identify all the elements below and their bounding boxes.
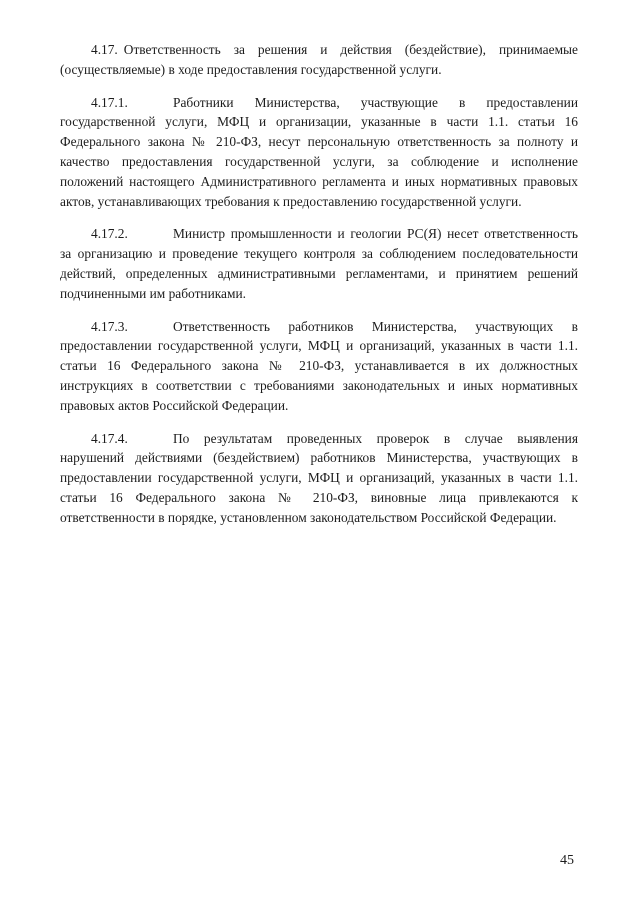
- paragraph-number: 4.17.3.: [91, 318, 128, 334]
- paragraph-number: 4.17.1.: [91, 94, 128, 110]
- paragraph-number: 4.17.: [91, 42, 118, 57]
- paragraph-text: По результатам проведенных проверок в случае выявления нарушений действиями (бездействием) работников Министерства, участвующих в предоставлении государственной услуги, МФЦ и организаций, указанных в части 1.1. статьи 16 Федерального закона № 210-ФЗ, виновные лица привлекаются к ответственности в порядке, установленном законодательством Российской Федерации.: [60, 430, 578, 525]
- page-number: 45: [560, 853, 574, 868]
- document-page: [60, 40, 578, 541]
- paragraph-4-17-3: [60, 317, 578, 416]
- paragraph-number: 4.17.4.: [91, 430, 128, 446]
- paragraph-4-17-2: [60, 224, 578, 303]
- paragraph-4-17: [60, 40, 578, 80]
- paragraph-text: Ответственность работников Министерства, участвующих в предоставлении государственной услуги, МФЦ и организаций, указанных в части 1.1. статьи 16 Федерального закона № 210-ФЗ, устанавливается в их должностных инструкциях в соответствии с требованиями законодательных и иных нормативных правовых актов Российской Федерации.: [60, 318, 578, 413]
- paragraph-text: Работники Министерства, участвующие в предоставлении государственной услуги, МФЦ и организации, указанные в части 1.1. статьи 16 Федерального закона № 210-ФЗ, несут персональную ответственность за полноту и качество предоставления государственной услуги, за соблюдение и исполнение положений настоящего Административного регламента и иных нормативных правовых актов, устанавливающих требования к предоставлению государственной услуги.: [60, 94, 578, 209]
- paragraph-text: Министр промышленности и геологии РС(Я) несет ответственность за организацию и проведение текущего контроля за соблюдением последовательности действий, определенных административными регламентами, и принятием решений подчиненными им работниками.: [60, 226, 578, 301]
- paragraph-4-17-4: [60, 429, 578, 528]
- paragraph-4-17-1: [60, 93, 578, 212]
- paragraph-text: Ответственность за решения и действия (бездействие), принимаемые (осуществляемые) в ходе предоставления государственной услуги.: [60, 42, 578, 77]
- paragraph-number: 4.17.2.: [91, 226, 128, 242]
